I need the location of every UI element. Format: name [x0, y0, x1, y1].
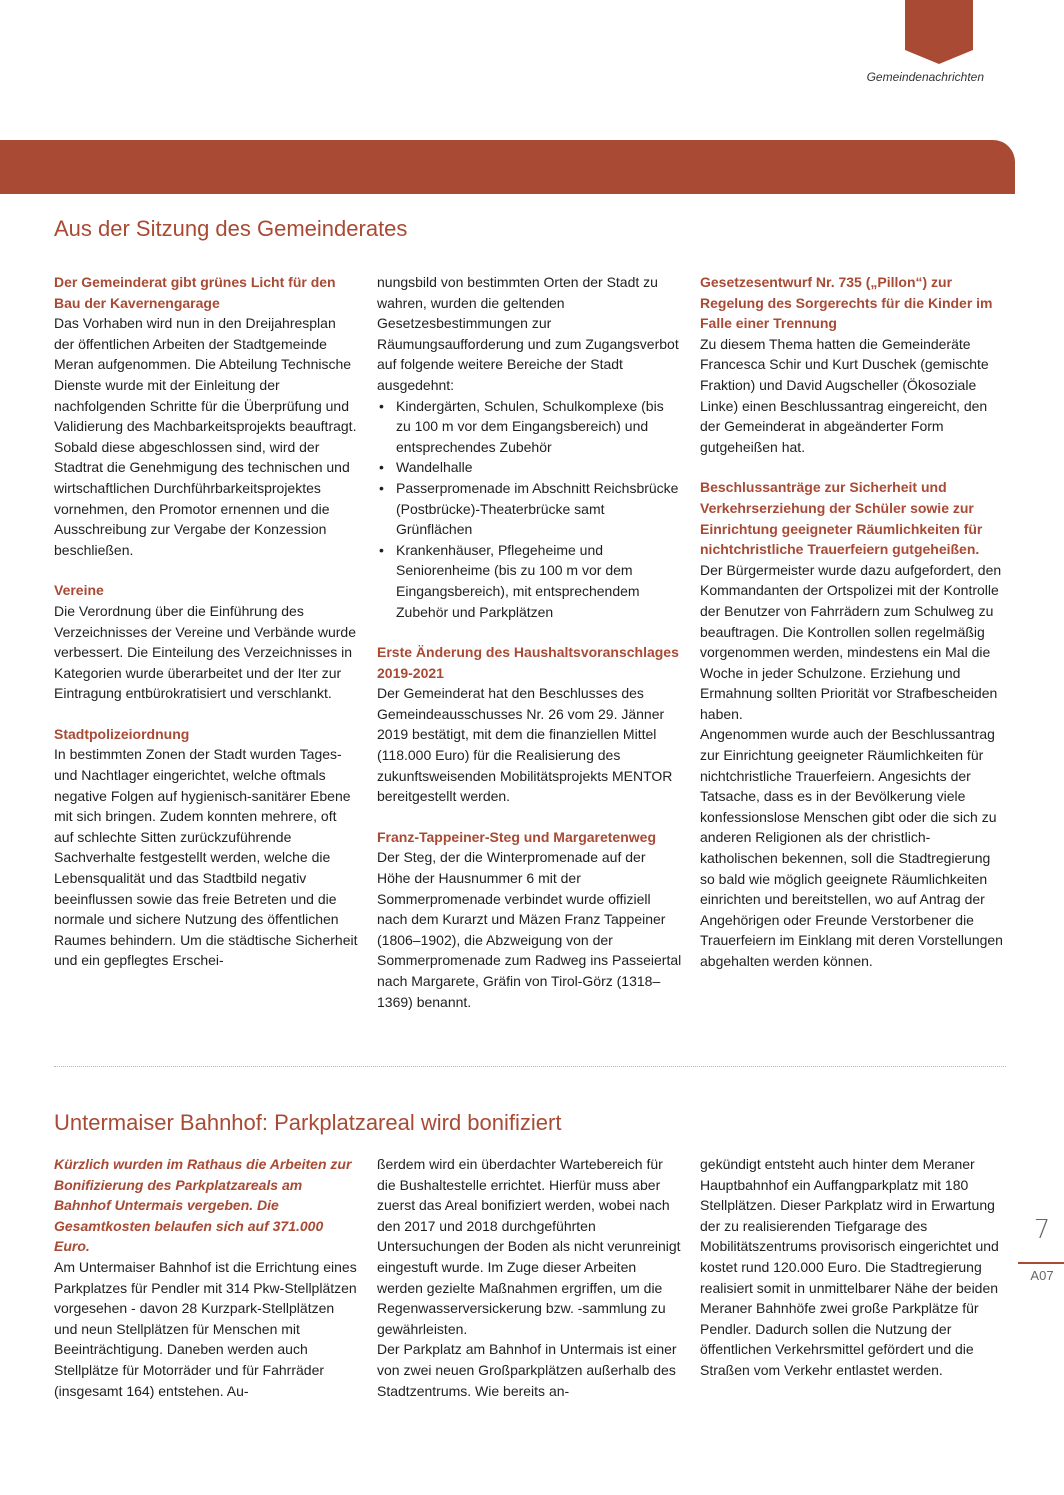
page-number-rule [1018, 1262, 1064, 1264]
heading-stadtpolizeiordnung: Stadtpolizeiordnung [54, 725, 190, 742]
page-number: 7 [1033, 1215, 1051, 1245]
heading-kavernengarage: Der Gemeinderat gibt grünes Licht für den Bau der Kavernengarage [54, 274, 336, 311]
article1-column-3 [700, 272, 1005, 972]
article2-column-1 [54, 1154, 359, 1401]
area-list [377, 396, 682, 623]
list-item: • Krankenhäuser, Pflegeheime und Seniorenheime (bis zu 100 m vor dem Eingangsbereich), mit entsprechendem Zubehör und Parkplätzen [377, 540, 682, 622]
heading-beschlussantraege: Beschlussanträge zur Sicherheit und Verkehrserziehung der Schüler sowie zur Einrichtung geeigneter Räumlichkeiten für nichtchristliche Trauerfeiern gutgeheißen. [700, 479, 983, 558]
list-item: • Passerpromenade im Abschnitt Reichsbrücke (Postbrücke)-Theaterbrücke samt Grünflächen [377, 478, 682, 540]
paragraph: In bestimmten Zonen der Stadt wurden Tages- und Nachtlager eingerichtet, welche oftmals negative Folgen auf hygienisch-sanitärer Ebene mit sich bringen. Zudem konnten mehrere, oft auf schlechte Sitten zurückzuführende Sachverhalte festgestellt werden, welche die Lebensqualität und das Stadtbild negativ beeinflussen sowie das freie Betreten und die normale und sichere Nutzung des öffentlichen Raumes behindern. Um die städtische Sicherheit und ein gepflegtes Erschei- [54, 746, 358, 969]
header-tab-marker [905, 0, 973, 50]
paragraph: gekündigt entsteht auch hinter dem Meraner Hauptbahnhof ein Auffangparkplatz mit 180 Stellplätzen. Dieser Parkplatz wird in Erwartung der zu realisierenden Tiefgarage des Mobilitätszentrums provisorisch eingerichtet und kostet rund 120.000 Euro. Die Stadtregierung realisiert somit in unmittelbarer Nähe der beiden Meraner Bahnhöfe zwei große Parkplätze für Pendler. Dadurch sollen die Nutzung der öffentlichen Verkehrsmittel gefördert und die Straßen vom Verkehr entlastet werden. [700, 1156, 999, 1378]
article-title-bahnhof: Untermaiser Bahnhof: Parkplatzareal wird bonifiziert [54, 1110, 562, 1135]
paragraph: nungsbild von bestimmten Orten der Stadt zu wahren, wurden die geltenden Gesetzesbestimmungen zur Räumungsaufforderung und zum Zugangsverbot auf folgende weitere Bereiche der Stadt ausgedehnt: [377, 274, 679, 393]
article-lead: Kürzlich wurden im Rathaus die Arbeiten zur Bonifizierung des Parkplatzareals am Bahnhof Untermais vergeben. Die Gesamtkosten belaufen sich auf 371.000 Euro. [54, 1156, 352, 1255]
paragraph: Die Verordnung über die Einführung des Verzeichnisses der Vereine und Verbände wurde verbessert. Die Einteilung des Verzeichnisses in Kategorien wurde überarbeitet und der Iter zur Eintragung entbürokratisiert und verschlankt. [54, 602, 356, 702]
paragraph: Der Gemeinderat hat den Beschlusses des Gemeindeausschusses Nr. 26 vom 29. Jänner 2019 bestätigt, mit dem die finanziellen Mittel (118.000 Euro) für die Realisierung des zukunftsweisenden Mobilitätsprojekts MENTOR bereitgestellt werden. [377, 685, 673, 805]
paragraph: Das Vorhaben wird nun in den Dreijahresplan der öffentlichen Arbeiten der Stadtgemeinde Meran aufgenommen. Die Abteilung Technische Dienste wurde mit der Einleitung der nachfolgenden Schritte für die Überprüfung und Validierung des Machbarkeitsprojekts beauftragt. Sobald diese abgeschlossen sind, wird der Stadtrat die Genehmigung des technischen und wirtschaftlichen Durchführbarkeitsprojektes vornehmen, den Promotor ernennen und die Ausschreibung zur Vergabe der Konzession beschließen. [54, 315, 357, 558]
section-divider [54, 1066, 1006, 1067]
page-code: A07 [1030, 1268, 1054, 1283]
paragraph: Angenommen wurde auch der Beschlussantrag zur Einrichtung geeigneter Räumlichkeiten für nichtchristliche Trauerfeiern. Angesichts der Tatsache, dass es in der Bevölkerung viele konfessionslose Menschen gibt oder die sich zu anderen Religionen als der christlich-katholischen bekennen, soll die Stadtregierung so bald wie möglich geeignete Räumlichkeiten einrichten und bereitstellen, wo auf Antrag der Angehörigen oder Freunde Verstorbener die Trauerfeiern im Einklang mit deren Vorstellungen abgehalten werden können. [700, 726, 1003, 969]
paragraph: Der Parkplatz am Bahnhof in Untermais ist einer von zwei neuen Großparkplätzen außerhalb des Stadtzentrums. Wie bereits an- [377, 1341, 677, 1399]
heading-gesetzesentwurf: Gesetzesentwurf Nr. 735 („Pillon“) zur Regelung des Sorgerechts für die Kinder im Falle einer Trennung [700, 274, 993, 332]
paragraph: Am Untermaiser Bahnhof ist die Errichtung eines Parkplatzes für Pendler mit 314 Pkw-Stellplätzen vorgesehen - davon 28 Kurzpark-Stellplätzen und neun Stellplätzen für Menschen mit Beeinträchtigung. Daneben werden auch Stellplätze für Motorräder und für Fahrräder (insgesamt 164) entstehen. Au- [54, 1258, 357, 1399]
list-item: • Kindergärten, Schulen, Schulkomplexe (bis zu 100 m vor dem Eingangsbereich) und entsprechendes Zubehör [377, 396, 682, 458]
article-title-gemeinderat: Aus der Sitzung des Gemeinderates [54, 216, 408, 241]
paragraph: Zu diesem Thema hatten die Gemeinderäte Francesca Schir und Kurt Duschek (gemischte Fraktion) und David Augscheller (Ökosoziale Linke) einen Beschlussantrag eingereicht, den der Gemeinderat in abgeänderter Form gutgeheißen hat. [700, 335, 989, 455]
heading-haushaltsvoranschlag: Erste Änderung des Haushaltsvoranschlages 2019-2021 [377, 644, 679, 681]
paragraph: ßerdem wird ein überdachter Wartebereich für die Bushaltestelle errichtet. Hierfür muss aber zuerst das Areal bonifiziert werden, wobei nach den 2017 und 2018 durchgeführten Untersuchungen der Boden als nicht verunreinigt eingestuft wurde. Im Zuge dieser Arbeiten werden gezielte Maßnahmen ergriffen, um die Regenwasserversickerung bzw. -sammlung zu gewährleisten. [377, 1156, 681, 1337]
section-label: Gemeindenachrichten [866, 70, 984, 84]
heading-vereine: Vereine [54, 582, 104, 599]
heading-tappeiner-steg: Franz-Tappeiner-Steg und Margaretenweg [377, 828, 656, 845]
article2-column-2 [377, 1154, 682, 1401]
header-band [0, 140, 1015, 194]
article2-column-3 [700, 1154, 1005, 1381]
paragraph: Der Steg, der die Winterpromenade auf der Höhe der Hausnummer 6 mit der Sommerpromenade verbindet wurde offiziell nach dem Kurarzt und Mäzen Franz Tappeiner (1806–1902), die Abzweigung von der Sommerpromenade zum Radweg ins Passeiertal nach Margarete, Gräfin von Tirol-Görz (1318–1369) benannt. [377, 849, 682, 1010]
article1-column-1 [54, 272, 359, 971]
list-item: • Wandelhalle [377, 457, 682, 478]
paragraph: Der Bürgermeister wurde dazu aufgefordert, den Kommandanten der Ortspolizei mit der Kontrolle der Benutzer von Fahrrädern zum Schulweg zu beauftragen. Die Kontrollen sollen regelmäßig vorgenommen werden, mindestens ein Mal die Woche in jeder Schulzone. Erziehung und Ermahnung sollten Priorität vor Strafbescheiden haben. [700, 561, 1002, 722]
article1-column-2 [377, 272, 682, 1012]
